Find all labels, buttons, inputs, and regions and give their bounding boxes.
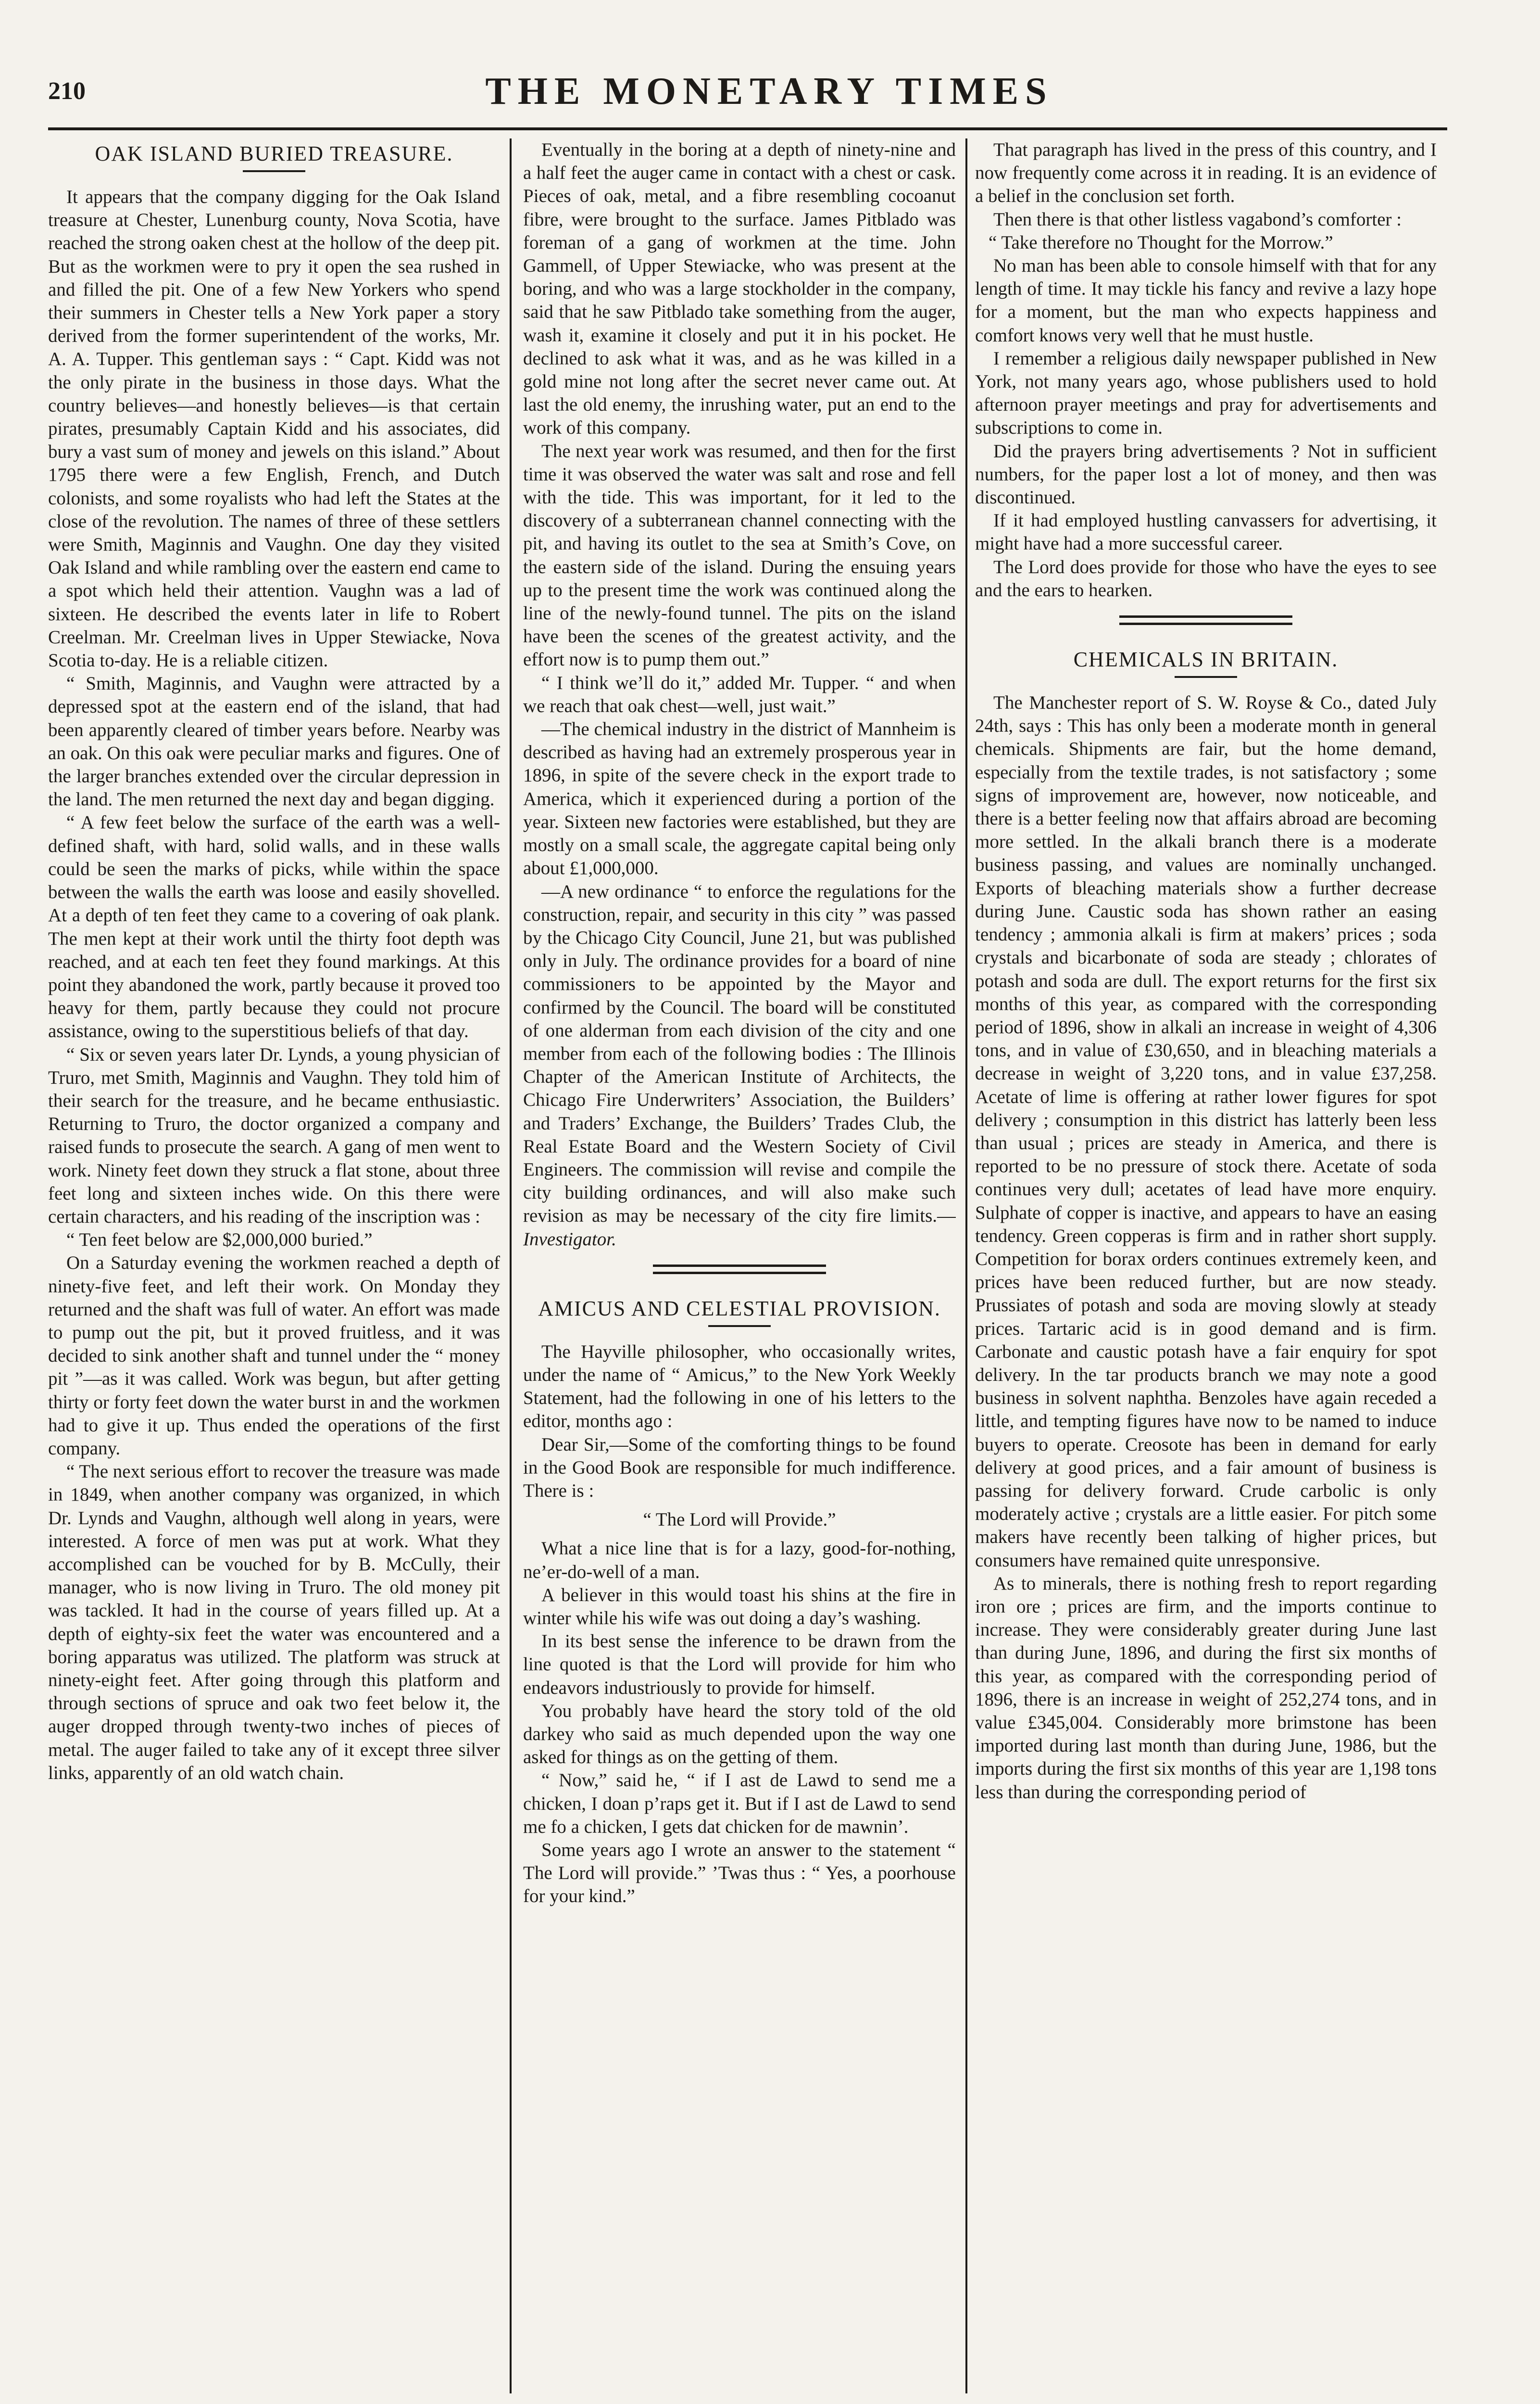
quote: “ Take therefore no Thought for the Morrow.”	[989, 232, 1333, 253]
paragraph: “ Ten feet below are $2,000,000 buried.”	[66, 1229, 373, 1251]
paragraph: “ A few feet below the surface of the earth was a well-defined shaft, with hard, solid walls, and in these walls could be seen the marks of picks, while within the space between the walls the earth was loose and easily shovelled. At a depth of ten feet they came to a covering of oak plank. The men kept at their work until the thirty foot depth was reached, and at each ten feet they found markings. At this point they abandoned the work, partly because it proved too heavy for them, partly because they could not procure assistance, owing to the superstitious beliefs of that day.	[48, 812, 500, 1042]
paragraph: “ Six or seven years later Dr. Lynds, a young physician of Truro, met Smith, Maginnis and Vaughn. They told him of their search for the treasure, and he became enthusiastic. Returning to Truro, the doctor organized a company and raised funds to prosecute the search. A gang of men went to work. Ninety feet down they struck a flat stone, about three feet long and sixteen inches wide. On this there were certain characters, and his reading of the inscription was :	[48, 1044, 500, 1227]
paragraph: In its best sense the inference to be drawn from the line quoted is that the Lord will provide for him who endeavors industriously to provide for himself.	[523, 1631, 956, 1698]
paragraph: A believer in this would toast his shins at the fire in winter while his wife was out doing a day’s washing.	[523, 1584, 956, 1628]
paragraph: “ I think we’ll do it,” added Mr. Tupper. “ and when we reach that oak chest—well, just wait.”	[523, 672, 956, 716]
paragraph: On a Saturday evening the workmen reached a depth of ninety-five feet, and left their work. On Monday they returned and the shaft was full of water. An effort was made to pump out the pit, but it proved fruitless, and it was decided to sink another shaft and tunnel under the “ money pit ”—as it was called. Work was begun, but after getting thirty or forty feet down the water burst in and the workmen had to give it up. Thus ended the operations of the first company.	[48, 1252, 500, 1459]
paragraph: “ Now,” said he, “ if I ast de Lawd to send me a chicken, I doan p’raps get it. But if I ast de Lawd to send me fo a chicken, I gets dat chicken for de mawnin’.	[523, 1770, 956, 1837]
paragraph: Dear Sir,—Some of the comforting things to be found in the Good Book are responsible for much indifference. There is :	[523, 1434, 956, 1501]
column-divider	[510, 138, 512, 2393]
paragraph: Did the prayers bring advertisements ? Not in sufficient numbers, for the paper lost a lot of money, and then was discontinued.	[975, 440, 1437, 508]
heading-rule	[243, 170, 305, 172]
paragraph: You probably have heard the story told of the old darkey who said as much depended upon the way one asked for things as on the getting of them.	[523, 1700, 956, 1768]
article-heading-oak-island: OAK ISLAND BURIED TREASURE.	[95, 142, 453, 165]
paragraph: The next year work was resumed, and then for the first time it was observed the water was salt and rose and fell with the tide. This was important, for it led to the discovery of a subterranean channel connecting with the pit, and having its outlet to the sea at Smith’s Cove, on the eastern side of the island. During the ensuing years up to the present time the work was continued along the line of the newly-found tunnel. The pits on the island have been the scenes of the greatest activity, and the effort now is to pump them out.”	[523, 440, 956, 670]
header-rule	[48, 127, 1447, 130]
paragraph: If it had employed hustling canvassers for advertising, it might have had a more successful career.	[975, 510, 1437, 554]
paragraph: It appears that the company digging for the Oak Island treasure at Chester, Lunenburg county, Nova Scotia, have reached the strong oaken chest at the hollow of the deep pit. But as the workmen were to pry it open the sea rushed in and filled the pit. One of a few New Yorkers who spend their summers in Chester tells a New York paper a story derived from the former superintendent of the works, Mr. A. A. Tupper. This gentleman says : “ Capt. Kidd was not the only pirate in the business in those days. What the country believes—and honestly believes—is that certain pirates, presumably Captain Kidd and his associates, did bury a vast sum of money and jewels on this island.” About 1795 there were a few English, French, and Dutch colonists, and some royalists who had left the States at the close of the revolution. The names of three of these settlers were Smith, Maginnis and Vaughn. One day they visited Oak Island and while rambling over the eastern end came to a spot which held their attention. Vaughn was a lad of sixteen. He described the events later in life to Robert Creelman. Mr. Creelman lives in Upper Stewiacke, Nova Scotia to-day. He is a reliable citizen.	[48, 187, 500, 671]
news-item-ordinance	[523, 880, 956, 1251]
heading-rule	[1175, 676, 1237, 678]
column-3	[975, 138, 1437, 2398]
ordinance-signature: Investigator.	[523, 1228, 616, 1250]
paragraph: No man has been able to console himself with that for any length of time. It may tickle his fancy and revive a lazy hope for a moment, but the man who expects happiness and comfort knows very well that he must hustle.	[975, 255, 1437, 346]
section-separator	[653, 1265, 826, 1274]
paragraph: As to minerals, there is nothing fresh to report regarding iron ore ; prices are firm, and the imports continue to increase. They were considerably greater during June last than during June, 1896, and during the first six months of this year, as compared with the corresponding period of 1896, there is an increase in weight of 252,274 tons, and in value £345,004. Considerably more brimstone has been imported during last month than during June, 1986, but the imports during the first six months of this year are 1,198 tons less than during the corresponding period of	[975, 1573, 1437, 1803]
paragraph: I remember a religious daily newspaper published in New York, not many years ago, whose publishers used to hold afternoon prayer meetings and pray for advertisements and subscriptions to come in.	[975, 348, 1437, 438]
paragraph: Then there is that other listless vagabond’s comforter :	[993, 209, 1402, 230]
masthead-title: THE MONETARY TIMES	[485, 70, 1053, 113]
news-item-chemical-industry: —The chemical industry in the district of Mannheim is described as having had an extremely prosperous year in 1896, in spite of the severe check in the export trade to America, which it experienced during a portion of the year. Sixteen new factories were established, but they are mostly on a small scale, the aggregate capital being only about £1,000,000.	[523, 719, 956, 879]
heading-rule	[708, 1325, 771, 1327]
article-heading-chemicals: CHEMICALS IN BRITAIN.	[1073, 648, 1339, 672]
paragraph: Eventually in the boring at a depth of ninety-nine and a half feet the auger came in contact with a chest or cask. Pieces of oak, metal, and a fibre resembling cocoanut fibre, were brought to the surface. James Pitblado was foreman of a gang of workmen at the time. John Gammell, of Upper Stewiacke, who was present at the boring, and who was a large stockholder in the company, said that he saw Pitblado take something from the auger, wash it, examine it closely and put it in his pocket. He declined to ask what it was, and as he was killed in a gold mine not long after the secret never came out. At last the old enemy, the inrushing water, put an end to the work of this company.	[523, 139, 956, 438]
paragraph: What a nice line that is for a lazy, good-for-nothing, ne’er-do-well of a man.	[523, 1538, 956, 1582]
article-heading-amicus: AMICUS AND CELESTIAL PROVISION.	[538, 1296, 941, 1320]
paragraph: Some years ago I wrote an answer to the statement “ The Lord will provide.” ’Twas thus : “ Yes, a poorhouse for your kind.”	[523, 1840, 956, 1907]
paragraph: “ The next serious effort to recover the treasure was made in 1849, when another company was organized, in which Dr. Lynds and Vaughn, although well along in years, were interested. A force of men was put at work. What they accomplished can be vouched for by B. McCully, their manager, who is now living in Truro. The old money pit was tackled. It had in the course of years filled up. At a depth of eighty-six feet the water was encountered and a boring apparatus was utilized. The platform was struck at ninety-eight feet. After going through this platform and through sections of spruce and oak two feet below it, the auger dropped through twenty-two inches of pieces of metal. The auger failed to take any of it except three silver links, apparently of an old watch chain.	[48, 1461, 500, 1783]
paragraph: The Hayville philosopher, who occasionally writes, under the name of “ Amicus,” to the New York Weekly Statement, had the following in one of his letters to the editor, months ago :	[523, 1341, 956, 1432]
paragraph: That paragraph has lived in the press of this country, and I now frequently come across it in reading. It is an evidence of a belief in the conclusion set forth.	[975, 139, 1437, 207]
column-divider	[965, 138, 967, 2393]
column-2	[523, 138, 956, 2398]
paragraph: “ Smith, Maginnis, and Vaughn were attracted by a depressed spot at the eastern end of the island, that had been apparently cleared of timber years before. Nearby was an oak. On this oak were peculiar marks and figures. One of the larger branches extended over the circular depression in the land. The men returned the next day and began digging.	[48, 673, 500, 810]
paragraph: The Manchester report of S. W. Royse & Co., dated July 24th, says : This has only been a moderate month in general chemicals. Shipments are fair, but the home demand, especially from the textile trades, is not satisfactory ; some signs of improvement are, however, now noticeable, and there is a better feeling now that affairs abroad are becoming more settled. In the alkali branch there is a moderate business passing, and values are nominally unchanged. Exports of bleaching materials show a further decrease during June. Caustic soda has shown rather an easing tendency ; ammonia alkali is firm at makers’ prices ; soda crystals and bicarbonate of soda are steady ; chlorates of potash and soda are dull. The export returns for the first six months of this year, as compared with the corresponding period of 1896, show in alkali an increase in weight of 4,306 tons, and in value of £30,650, and in bleaching materials a decrease in weight of 3,220 tons, and in value £37,258. Acetate of lime is offering at rather lower figures for spot delivery ; consumption in this district has latterly been less than usual ; prices are steady in America, and there is reported to be no pressure of stock there. Acetate of soda continues very dull; acetates of lead have more enquiry. Sulphate of copper is inactive, and appears to have an easing tendency. Green copperas is firm and in rather short supply. Competition for borax orders continues extremely keen, and prices have been reduced further, but are now steady. Prussiates of potash and soda are moving slowly at steady prices. Tartaric acid is in good demand and is firm. Carbonate and caustic potash have a fair enquiry for spot delivery. In the tar products branch we may note a good business in solvent naphtha. Benzoles have again receded a little, and tempting figures have now to be named to induce buyers to operate. Creosote has been in demand for early delivery at good prices, and a fair amount of business is passing for delivery forward. Crude carbolic is only moderately active ; crystals are a little easier. For pitch some makers have recently been talking of higher prices, but consumers have remained quite unresponsive.	[975, 692, 1437, 1571]
paragraph: The Lord does provide for those who have the eyes to see and the ears to hearken.	[975, 556, 1437, 601]
page-number: 210	[48, 77, 86, 105]
section-separator	[1119, 615, 1292, 625]
ordinance-text: —A new ordinance “ to enforce the regulations for the construction, repair, and security in this city ” was passed by the Chicago City Council, June 21, but was published only in July. The ordinance provides for a board of nine commissioners to be appointed by the Mayor and confirmed by the Council. The board will be constituted of one alderman from each division of the city and one member from each of the following bodies : The Illinois Chapter of the American Institute of Architects, the Chicago Fire Underwriters’ Association, the Builders’ and Traders’ Exchange, the Builders’ Trades Club, the Real Estate Board and the Western Society of Civil Engineers. The commission will revise and compile the city building ordinances, and will also make such revision as may be necessary of the city fire limits.—	[523, 881, 956, 1227]
quote: “ The Lord will Provide.”	[643, 1509, 836, 1530]
column-1	[48, 138, 500, 2398]
